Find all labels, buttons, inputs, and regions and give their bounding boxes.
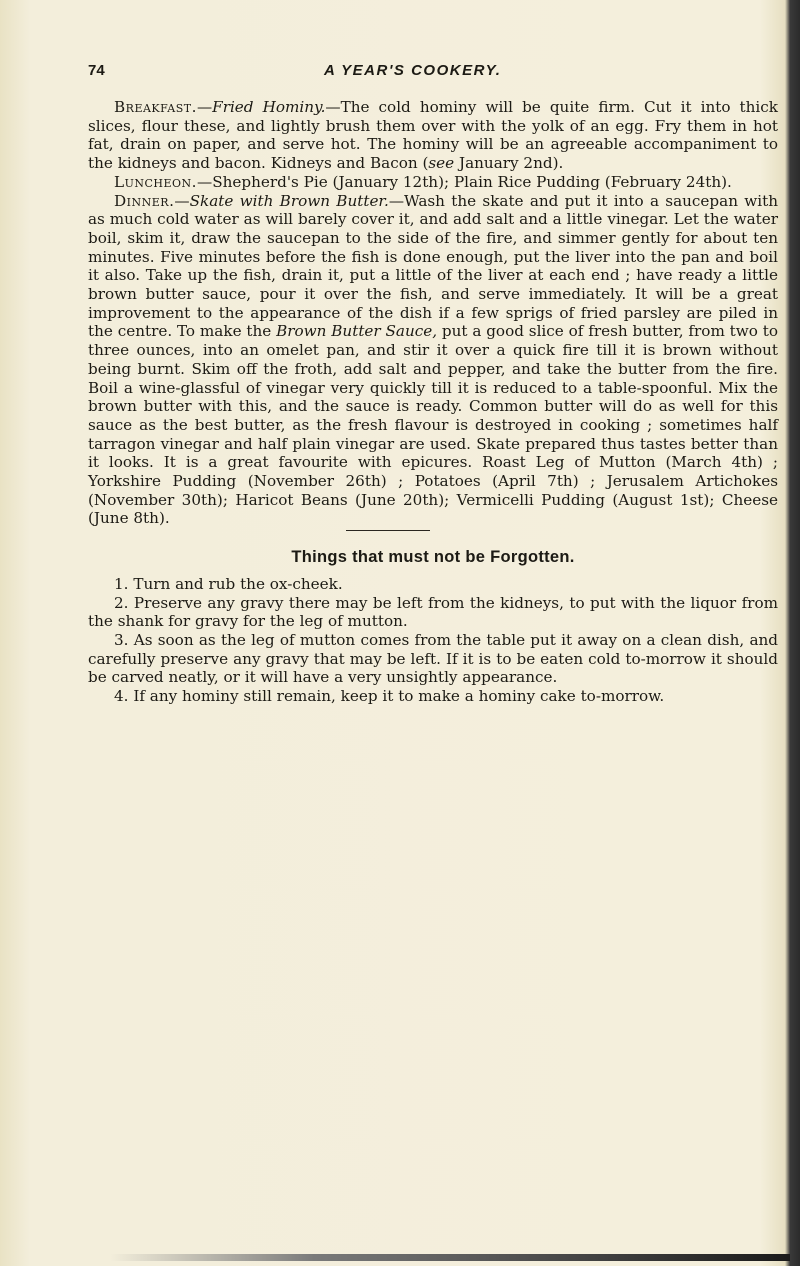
sauce-title: Brown Butter Sauce,	[276, 322, 438, 341]
luncheon-label: Luncheon.	[114, 172, 197, 191]
breakfast-text: —The cold hominy will be quite firm. Cut it into thick slices, flour these, and lightly brush them over with the yolk of an egg. Fry them in hot fat, drain on paper, and serve hot. The hominy will be an agreeable accompaniment to the kidneys and bacon. Kidneys and Bacon (	[88, 98, 778, 173]
section-title: Things that must not be Forgotten.	[291, 548, 575, 567]
breakfast-see: see	[428, 154, 455, 173]
dinner-label: Dinner.	[114, 191, 175, 210]
breakfast-dash: —	[196, 98, 213, 116]
list-item: 3. As soon as the leg of mutton comes from the table put it away on a clean dish, and carefully preserve any gravy that may be left. If it is to be eaten cold to-morrow it should be carved neatly, or it will have a very unsightly appearance.	[88, 630, 778, 687]
luncheon-paragraph	[88, 173, 778, 192]
page-header	[88, 60, 778, 84]
reminder-list	[88, 575, 778, 706]
page-content	[88, 98, 778, 706]
dinner-text-1: —Wash the skate and put it into a saucepan with as much cold water as will barely cover it, and add salt and a little vinegar. Let the water boil, skim it, draw the saucepan to the side of the fire, and simmer gently for about ten minutes. Five minutes before the fish is done enough, put the liver into the pan and boil it also. Take up the fish, drain it, put a little of the liver at each end ; have ready a little brown butter sauce, pour it over the fish, and serve immediately. It will be a great improvement to the appearance of the dish if a few sprigs of fried parsley are piled in the centre. To make the	[88, 191, 778, 341]
dinner-dash: —	[174, 191, 190, 210]
list-item: 1. Turn and rub the ox-cheek.	[114, 574, 343, 593]
list-item: 4. If any hominy still remain, keep it to make a hominy cake to-morrow.	[114, 687, 665, 706]
page-edge-shadow	[110, 1254, 790, 1261]
breakfast-dish-title: Fried Hominy.	[212, 98, 326, 116]
running-title: A YEAR'S COOKERY.	[324, 62, 502, 79]
dinner-text-2: put a good slice of fresh butter, from two to three ounces, into an omelet pan, and stir it over a quick fire till it is brown without being burnt. Skim off the froth, add salt and pepper, and take the butter from the fire. Boil a wine-glassful of vinegar very quickly till it is reduced to a table-spoonful. Mix the brown butter with this, and the sauce is ready. Common butter will do as well for this sauce as the best butter, as the fresh flavour is destroyed in cooking ; sometimes half tarragon vinegar and half plain vinegar are used. Skate prepared thus tastes better than it looks. It is a great favourite with epicures. Roast Leg of Mutton (March 4th) ; Yorkshire Pudding (November 26th) ; Potatoes (April 7th) ; Jerusalem Artichokes (November 30th); Haricot Beans (June 20th); Vermicelli Pudding (August 1st); Cheese (June 8th).	[88, 322, 778, 528]
list-item: 2. Preserve any gravy there may be left from the kidneys, to put with the liquor from the shank for gravy for the leg of mutton.	[88, 593, 778, 631]
breakfast-label: Breakfast.	[114, 98, 197, 116]
dinner-paragraph	[88, 192, 778, 529]
page-number: 74	[88, 62, 105, 79]
breakfast-paragraph	[88, 98, 778, 173]
luncheon-text: —Shepherd's Pie (January 12th); Plain Rice Pudding (February 24th).	[197, 172, 732, 191]
breakfast-text-end: January 2nd).	[454, 154, 564, 173]
section-divider	[346, 530, 430, 531]
dinner-dish-title: Skate with Brown Butter.	[189, 191, 389, 210]
